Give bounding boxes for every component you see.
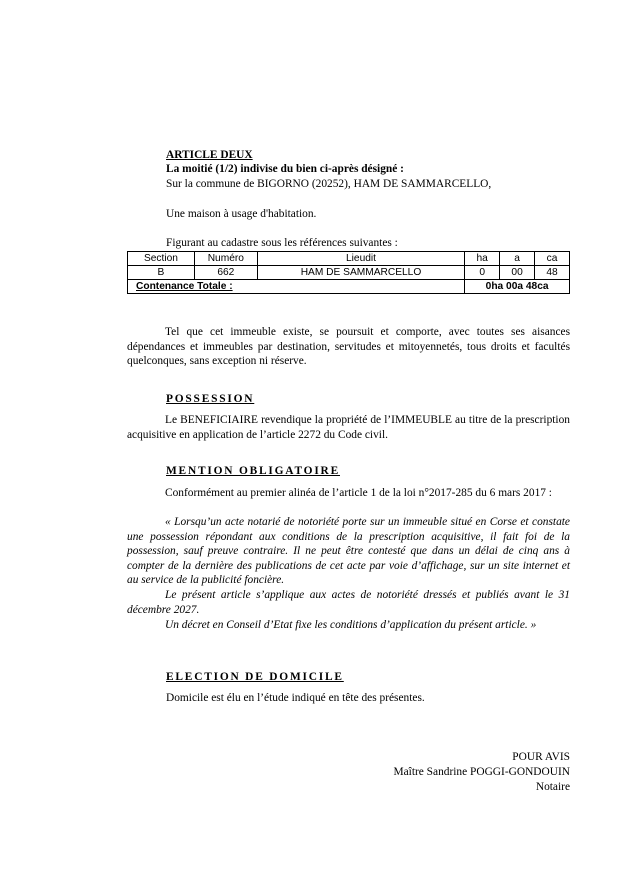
cadastre-data-row	[128, 266, 570, 280]
mention-quote-3: Un décret en Conseil d’Etat fixe les conditions d’application du présent article. »	[165, 619, 537, 631]
signature-pour-avis: POUR AVIS	[512, 751, 570, 763]
commune-line: Sur la commune de BIGORNO (20252), HAM DE SAMMARCELLO,	[166, 178, 492, 190]
article-heading: ARTICLE DEUX	[166, 149, 253, 161]
table-cell: 48	[535, 266, 570, 280]
table-cell: 662	[194, 266, 257, 280]
header-cell: Lieudit	[257, 252, 464, 266]
signature-notary-title: Notaire	[535, 781, 570, 793]
article-subheading: La moitié (1/2) indivise du bien ci-après désigné :	[166, 163, 404, 175]
possession-heading: POSSESSION	[166, 393, 255, 405]
total-label: Contenance Totale :	[128, 280, 465, 294]
election-paragraph: Domicile est élu en l’étude indiqué en tête des présentes.	[166, 692, 425, 704]
signature-notary-name: Maître Sandrine POGGI-GONDOUIN	[393, 766, 570, 778]
cadastre-intro: Figurant au cadastre sous les références suivantes :	[166, 237, 398, 249]
election-heading: ELECTION DE DOMICILE	[166, 671, 344, 683]
description-line: Une maison à usage d'habitation.	[166, 208, 317, 220]
cadastre-header-row	[128, 252, 570, 266]
header-cell: a	[500, 252, 535, 266]
possession-paragraph: Le BENEFICIAIRE revendique la propriété de l’IMMEUBLE au titre de la prescription acquisitive en application de l’article 2272 du Code civil.	[127, 414, 570, 441]
mention-heading: MENTION OBLIGATOIRE	[166, 465, 340, 477]
cadastre-total-row	[128, 280, 570, 294]
header-cell: ha	[465, 252, 500, 266]
cadastre-table	[127, 251, 570, 294]
table-cell: B	[128, 266, 195, 280]
table-cell: HAM DE SAMMARCELLO	[257, 266, 464, 280]
header-cell: ca	[535, 252, 570, 266]
header-cell: Section	[128, 252, 195, 266]
table-cell: 00	[500, 266, 535, 280]
tel-que-paragraph: Tel que cet immeuble existe, se poursuit et comporte, avec toutes ses aisances dépendances et immeubles par destination, servitudes et mitoyennetés, tous droits et facultés quelconques, sans exception ni réserve.	[127, 326, 570, 368]
total-value: 0ha 00a 48ca	[465, 280, 570, 294]
table-cell: 0	[465, 266, 500, 280]
header-cell: Numéro	[194, 252, 257, 266]
mention-quote-1: « Lorsqu’un acte notarié de notoriété porte sur un immeuble situé en Corse et constate une possession répondant aux conditions de la prescription acquisitive, il fait foi de la possession, sauf preuve contraire. Il ne peut être contesté que dans un délai de cinq ans à compter de la dernière des publications de cet acte par voie d’affichage, sur un site internet et au service de la publicité foncière.	[127, 516, 570, 587]
mention-intro: Conformément au premier alinéa de l’article 1 de la loi n°2017-285 du 6 mars 2017 :	[165, 487, 552, 499]
mention-quote-2: Le présent article s’applique aux actes de notoriété dressés et publiés avant le 31 décembre 2027.	[127, 589, 570, 616]
